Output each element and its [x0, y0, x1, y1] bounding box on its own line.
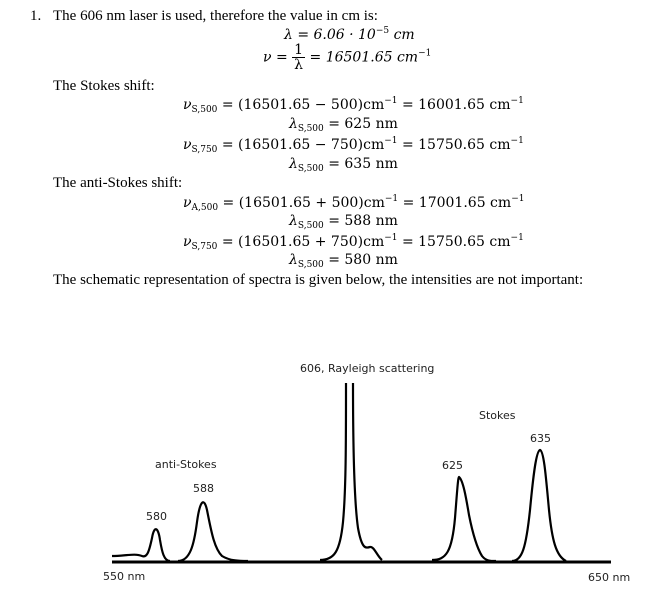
eq-sub: S,500	[191, 105, 218, 115]
peak-580	[112, 529, 170, 561]
eq-symbol: ν	[183, 137, 192, 153]
peak-606-left	[320, 383, 346, 560]
lambda-value: λ = 6.06 · 10	[284, 27, 376, 43]
eq-sub: A,500	[191, 203, 219, 213]
nu-rhs: = 16501.65 cm	[309, 49, 419, 66]
eq-expr: = (16501.65 + 750)cm	[221, 234, 385, 250]
eq-expr: = 580 nm	[328, 252, 398, 268]
eq-result-exp: −1	[510, 136, 524, 146]
peak-635	[512, 450, 566, 561]
rayleigh-label: 606, Rayleigh scattering	[300, 362, 435, 375]
stokes-label: Stokes	[479, 409, 516, 422]
eq-result-exp: −1	[510, 233, 524, 243]
eq-exp: −1	[384, 194, 399, 204]
eq-symbol: λ	[289, 116, 298, 132]
nu-rhs-exp: −1	[418, 48, 432, 59]
eq-expr: = (16501.65 − 500)cm	[221, 97, 385, 113]
nu-frac-den: λ	[294, 57, 304, 73]
eq-sub: S,750	[191, 242, 218, 252]
eq-symbol: ν	[183, 234, 192, 250]
anti-stokes-label: anti-Stokes	[155, 458, 217, 471]
peak-label-635: 635	[530, 432, 551, 445]
eq-sub: S,500	[297, 124, 324, 134]
eq-symbol: λ	[289, 252, 298, 268]
anti-stokes-heading: The anti-Stokes shift:	[53, 175, 183, 191]
peak-606-right	[353, 383, 382, 560]
eq-result: = 15750.65 cm	[401, 234, 511, 250]
eq-result: = 16001.65 cm	[401, 97, 511, 113]
peak-label-625: 625	[442, 459, 463, 472]
problem-number: 1.	[30, 8, 42, 24]
problem-intro: The 606 nm laser is used, therefore the value in cm is:	[53, 8, 378, 24]
axis-right-label: 650 nm	[588, 571, 631, 584]
peak-label-588: 588	[193, 482, 214, 495]
eq-symbol: ν	[183, 97, 192, 113]
peak-625	[432, 477, 496, 561]
eq-exp: −1	[384, 96, 398, 106]
eq-sub: S,500	[297, 260, 324, 270]
eq-symbol: λ	[289, 213, 298, 229]
peak-588	[178, 502, 248, 561]
eq-sub: S,500	[297, 221, 324, 231]
eq-exp: −1	[384, 136, 398, 146]
eq-symbol: λ	[289, 156, 298, 172]
lambda-unit: cm	[393, 27, 415, 43]
nu-frac-num: 1	[294, 42, 304, 58]
closing-text: The schematic representation of spectra is given below, the intensities are not important:	[53, 272, 584, 288]
stokes-heading: The Stokes shift:	[53, 78, 155, 94]
eq-result: = 17001.65 cm	[402, 195, 512, 211]
eq-result: = 15750.65 cm	[401, 137, 511, 153]
lambda-exp: −5	[375, 26, 390, 36]
eq-expr: = (16501.65 + 500)cm	[222, 195, 385, 211]
eq-expr: = 635 nm	[328, 156, 398, 172]
eq-symbol: ν	[183, 195, 192, 211]
eq-sub: S,500	[297, 164, 324, 174]
eq-exp: −1	[384, 233, 398, 243]
eq-expr: = 625 nm	[328, 116, 398, 132]
eq-expr: = (16501.65 − 750)cm	[221, 137, 385, 153]
eq-sub: S,750	[191, 145, 218, 155]
eq-expr: = 588 nm	[328, 213, 398, 229]
axis-left-label: 550 nm	[103, 570, 146, 583]
eq-result-exp: −1	[510, 96, 524, 106]
eq-result-exp: −1	[511, 194, 525, 204]
nu-lhs: ν =	[263, 49, 288, 66]
peak-label-580: 580	[146, 510, 167, 523]
